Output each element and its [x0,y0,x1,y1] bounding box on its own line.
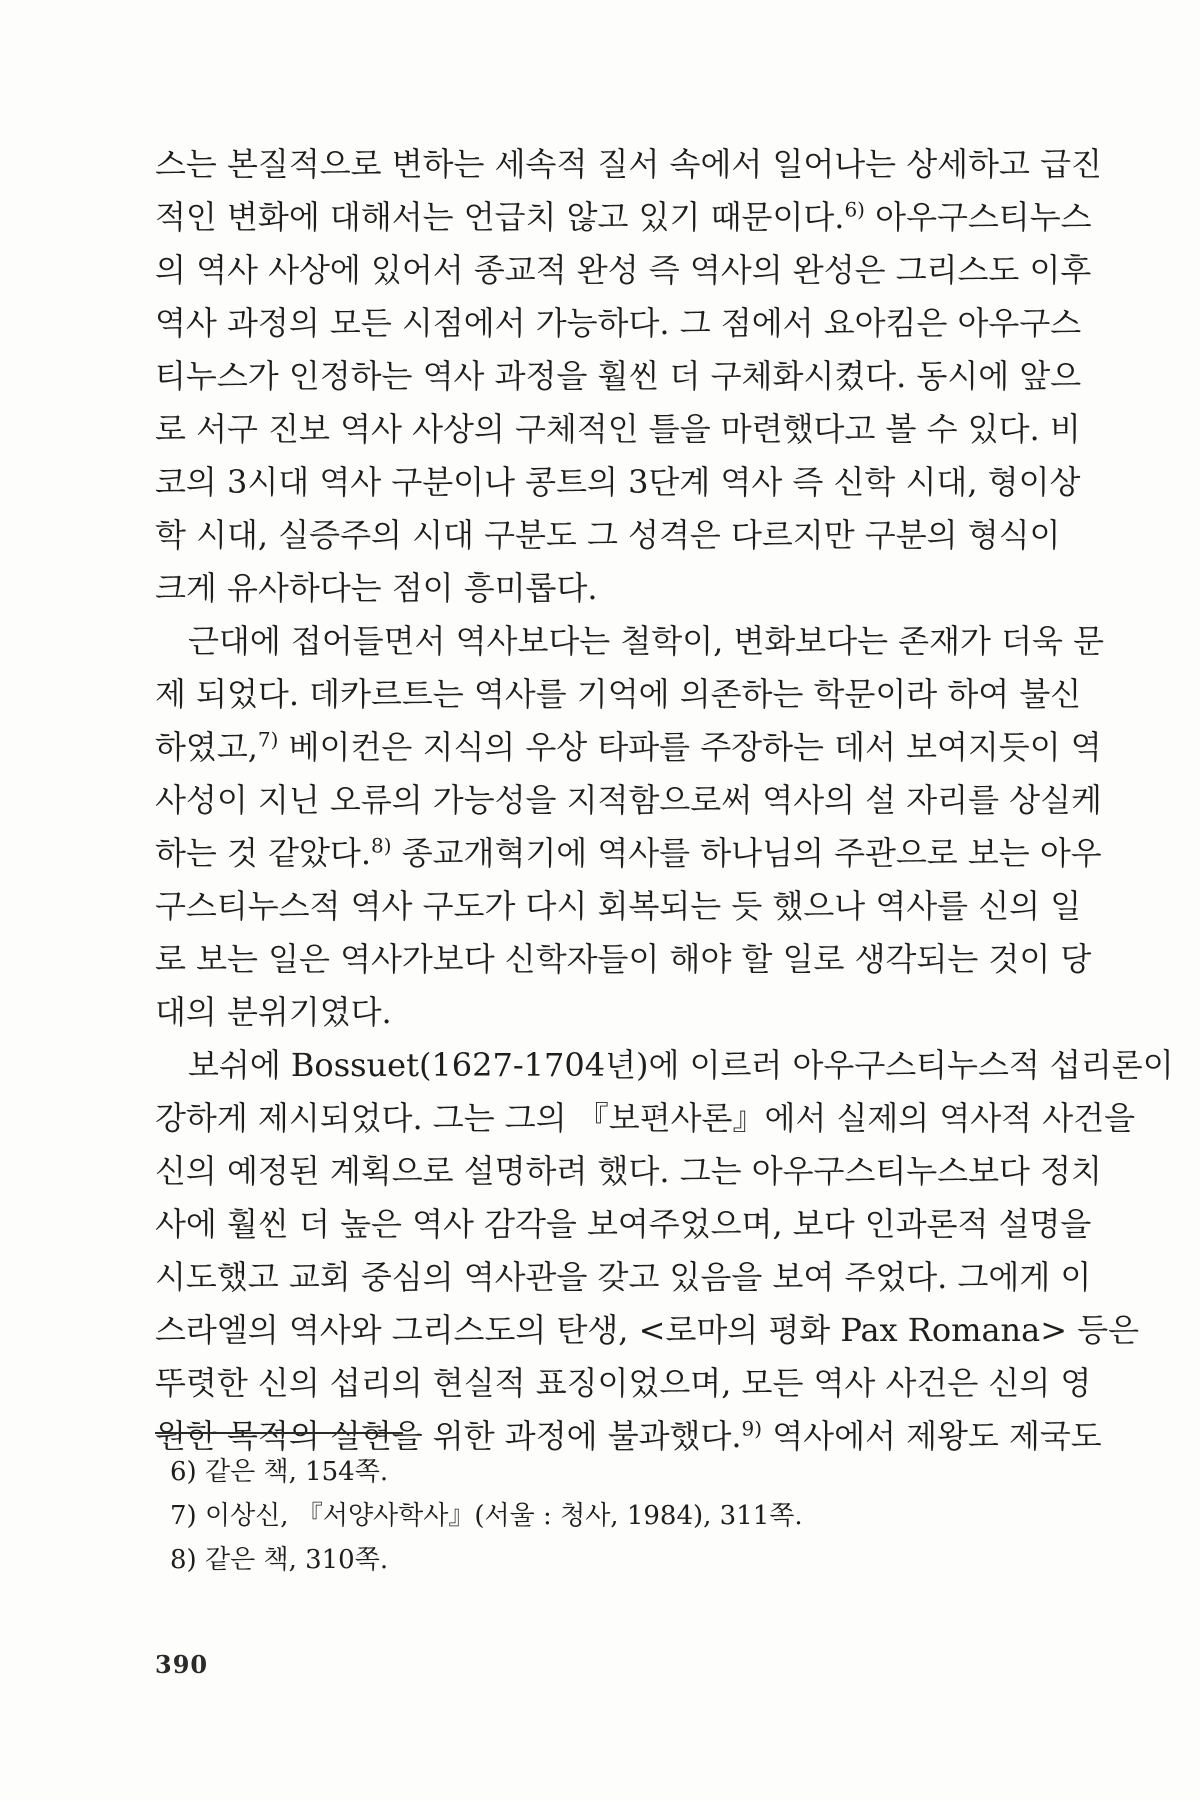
text-line: 대의 분위기였다. [155,993,392,1031]
text-line: 크게 유사하다는 점이 흥미롭다. [155,569,598,607]
text-line: 코의 3시대 역사 구분이나 콩트의 3단계 역사 즉 신학 시대, 형이상 [155,463,1081,501]
text-line: 뚜렷한 신의 섭리의 현실적 표징이었으며, 모든 역사 사건은 신의 영 [155,1364,1092,1402]
text-line: 구스티누스적 역사 구도가 다시 회복되는 듯 했으나 역사를 신의 일 [155,887,1082,925]
text-line: 사에 훨씬 더 높은 역사 감각을 보여주었으며, 보다 인과론적 설명을 [155,1205,1092,1243]
footnote-item: 8) 같은 책, 310쪽. [170,1545,389,1575]
footnote-reference: 6) [844,197,865,222]
text-line: 적인 변화에 대해서는 언급치 않고 있기 때문이다.$^{6)}$ 아우구스티누스 [155,197,1092,236]
text-line: 제 되었다. 데카르트는 역사를 기억에 의존하는 학문이라 하여 불신 [155,675,1082,713]
paragraph-start-line: 근대에 접어들면서 역사보다는 철학이, 변화보다는 존재가 더욱 문 [188,622,1105,660]
text-line: 스는 본질적으로 변하는 세속적 질서 속에서 일어나는 상세하고 급진 [155,145,1102,183]
text-line: 사성이 지닌 오류의 가능성을 지적함으로써 역사의 설 자리를 상실케 [155,781,1102,819]
footnotes [170,1450,1030,1582]
text-line: 하였고,$^{7)}$ 베이컨은 지식의 우상 타파를 주장하는 데서 보여지듯이 역 [155,727,1102,766]
text-line: 시도했고 교회 중심의 역사관을 갖고 있음을 보여 주었다. 그에게 이 [155,1258,1092,1296]
text-line: 로 보는 일은 역사가보다 신학자들이 해야 할 일로 생각되는 것이 당 [155,940,1092,978]
footnote-item: 6) 같은 책, 154쪽. [170,1457,389,1487]
footnote-reference: 7) [257,727,279,752]
text-line: 의 역사 사상에 있어서 종교적 완성 즉 역사의 완성은 그리스도 이후 [155,251,1092,289]
footnote-reference: 9) [741,1416,763,1441]
page-number: 390 [155,1650,209,1679]
text-line: 강하게 제시되었다. 그는 그의 『보편사론』에서 실제의 역사적 사건을 [155,1099,1136,1137]
text-line: 역사 과정의 모든 시점에서 가능하다. 그 점에서 요아킴은 아우구스 [155,304,1082,342]
text-line: 학 시대, 실증주의 시대 구분도 그 성격은 다르지만 구분의 형식이 [155,516,1061,554]
text-line: 로 서구 진보 역사 사상의 구체적인 틀을 마련했다고 볼 수 있다. 비 [155,410,1081,448]
footnote-divider [155,1432,403,1434]
text-line: 신의 예정된 계획으로 설명하려 했다. 그는 아우구스티누스보다 정치 [155,1152,1102,1190]
text-line: 하는 것 같았다.$^{8)}$ 종교개혁기에 역사를 하나님의 주관으로 보는 아우 [155,833,1102,872]
text-line: 티누스가 인정하는 역사 과정을 훨씬 더 구체화시켰다. 동시에 앞으 [155,357,1082,395]
main-text [155,138,1174,1463]
text-line: 원한 목적의 실현을 위한 과정에 불과했다.$^{9)}$ 역사에서 제왕도 제국도 [155,1416,1102,1455]
text-line: 스라엘의 역사와 그리스도의 탄생, <로마의 평화 Pax Romana> 등은 [155,1311,1140,1349]
paragraph-start-line: 보쉬에 Bossuet(1627-1704년)에 이르러 아우구스티누스적 섭리론이 [188,1046,1174,1084]
footnote-reference: 8) [371,833,392,858]
footnote-item: 7) 이상신, 『서양사학사』(서울 : 청사, 1984), 311쪽. [170,1501,803,1531]
